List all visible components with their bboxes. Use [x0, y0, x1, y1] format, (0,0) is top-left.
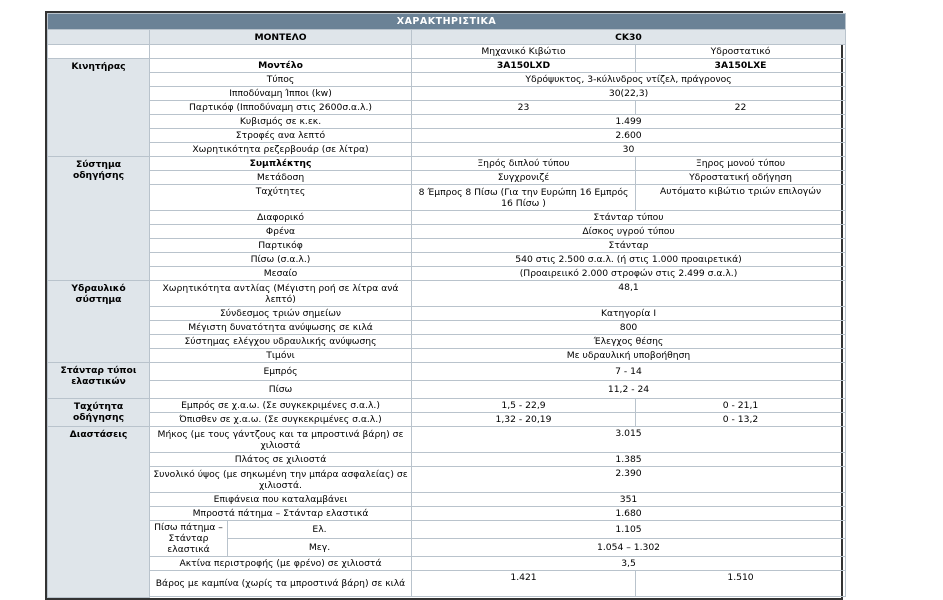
- table-row: [48, 307, 846, 321]
- cell-value: 48,1: [412, 281, 846, 307]
- cell-value: Συγχρονιζέ: [412, 171, 636, 185]
- table-row: [48, 239, 846, 253]
- cell-value: 3,5: [412, 557, 846, 571]
- cell-value: 1.421: [412, 571, 636, 597]
- cell-value: Αυτόματο κιβώτιο τριών επιλογών: [636, 185, 846, 211]
- cell-value: Υδρόψυκτος, 3-κύλινδρος ντίζελ, πράγρονος: [412, 73, 846, 87]
- table-row: [48, 267, 846, 281]
- table-row: [48, 171, 846, 185]
- row-label: Διαφορικό: [150, 211, 412, 225]
- model-header-row: [48, 30, 846, 45]
- cell-value: 1.499: [412, 115, 846, 129]
- cell-value: 0 - 13,2: [636, 413, 846, 427]
- cell-value: Κατηγορία Ι: [412, 307, 846, 321]
- row-label: Συμπλέκτης: [150, 157, 412, 171]
- row-label: Μεσαίο: [150, 267, 412, 281]
- cell-value: 3A150LXD: [412, 59, 636, 73]
- row-label: Μετάδοση: [150, 171, 412, 185]
- cell-value: 7 - 14: [412, 363, 846, 381]
- cell-value: 1,32 - 20,19: [412, 413, 636, 427]
- row-label: Βάρος με καμπίνα (χωρίς τα μπροστινά βάρη) σε κιλά: [150, 571, 412, 597]
- cell-value: Ξηρός διπλού τύπου: [412, 157, 636, 171]
- table-row: [48, 571, 846, 597]
- row-label: Πίσω: [150, 381, 412, 399]
- transmission-header-row: [48, 45, 846, 59]
- cell-value: 1.385: [412, 453, 846, 467]
- table-row: [48, 101, 846, 115]
- cell-value: Έλεγχος θέσης: [412, 335, 846, 349]
- row-label: Στροφές ανα λεπτό: [150, 129, 412, 143]
- row-label: Εμπρός σε χ.α.ω. (Σε συγκεκριμένες σ.α.λ.): [150, 399, 412, 413]
- cell-value: 11,2 - 24: [412, 381, 846, 399]
- cell-value: 2.600: [412, 129, 846, 143]
- category-dimensions: Διαστάσεις: [48, 427, 150, 598]
- trans-hydro-header: Υδροστατικό: [636, 45, 846, 59]
- spec-table-container: [45, 11, 843, 600]
- row-label: Πίσω (σ.α.λ.): [150, 253, 412, 267]
- row-label: Τύπος: [150, 73, 412, 87]
- cell-value: 23: [412, 101, 636, 115]
- table-row: [48, 507, 846, 521]
- table-row: [48, 335, 846, 349]
- cell-value: 1,5 - 22,9: [412, 399, 636, 413]
- table-row: [48, 253, 846, 267]
- cell-value: 22: [636, 101, 846, 115]
- table-row: [48, 467, 846, 493]
- model-name: CK30: [412, 30, 846, 45]
- spec-table: [47, 13, 846, 598]
- table-row-filler: [48, 597, 846, 598]
- table-title: ΧΑΡΑΚΤΗΡΙΣΤΙΚΑ: [48, 14, 846, 30]
- row-label: Ακτίνα περιστροφής (με φρένο) σε χιλιοστά: [150, 557, 412, 571]
- table-row: [48, 185, 846, 211]
- row-label: Παρτικόφ (Ιπποδύναμη στις 2600σ.α.λ.): [150, 101, 412, 115]
- table-row: [48, 453, 846, 467]
- cell-value: 3.015: [412, 427, 846, 453]
- model-column-header: ΜΟΝΤΕΛΟ: [150, 30, 412, 45]
- row-label: Μήκος (με τους γάντζους και τα μπροστινά βάρη) σε χιλιοστά: [150, 427, 412, 453]
- row-label: Εμπρός: [150, 363, 412, 381]
- row-label: Παρτικόφ: [150, 239, 412, 253]
- cell-value: Με υδραυλική υποβοήθηση: [412, 349, 846, 363]
- row-label: Κυβισμός σε κ.εκ.: [150, 115, 412, 129]
- row-label: Τιμόνι: [150, 349, 412, 363]
- table-row: [48, 281, 846, 307]
- row-label: Σύνδεσμος τριών σημείων: [150, 307, 412, 321]
- cell-value: 540 στις 2.500 σ.α.λ. (ή στις 1.000 προαιρετικά): [412, 253, 846, 267]
- row-label: Πλάτος σε χιλιοστά: [150, 453, 412, 467]
- table-row: [48, 59, 846, 73]
- cell-value: Ξηρος μονού τύπου: [636, 157, 846, 171]
- category-drive: Σύστημα οδηγήσης: [48, 157, 150, 281]
- cell-value: 1.680: [412, 507, 846, 521]
- table-row: [48, 225, 846, 239]
- cell-value: 351: [412, 493, 846, 507]
- cell-value: Στάνταρ: [412, 239, 846, 253]
- category-engine: Κινητήρας: [48, 59, 150, 157]
- table-row: [48, 381, 846, 399]
- table-row: [48, 427, 846, 453]
- row-label: Σύστημας ελέγχου υδραυλικής ανύψωσης: [150, 335, 412, 349]
- cell-value: 1.054 – 1.302: [412, 539, 846, 557]
- table-row: [48, 557, 846, 571]
- cell-value: Υδροστατική οδήγηση: [636, 171, 846, 185]
- table-row: [48, 521, 846, 539]
- row-label: Φρένα: [150, 225, 412, 239]
- table-row: [48, 87, 846, 101]
- table-row: [48, 115, 846, 129]
- cell-value: 1.510: [636, 571, 846, 597]
- cell-value: 2.390: [412, 467, 846, 493]
- cell-value: 1.105: [412, 521, 846, 539]
- table-row: [48, 349, 846, 363]
- table-row: [48, 129, 846, 143]
- table-row: [48, 321, 846, 335]
- cell-value: 30(22,3): [412, 87, 846, 101]
- category-speed: Ταχύτητα οδήγησης: [48, 399, 150, 427]
- cell-value: 800: [412, 321, 846, 335]
- table-row: [48, 413, 846, 427]
- row-label: Μέγιστη δυνατότητα ανύψωσης σε κιλά: [150, 321, 412, 335]
- row-label: Πίσω πάτημα – Στάνταρ ελαστικά: [150, 521, 228, 557]
- cell-value: (Προαιρειικό 2.000 στροφών στις 2.499 σ.α.λ.): [412, 267, 846, 281]
- cell-value: 30: [412, 143, 846, 157]
- table-row: [48, 73, 846, 87]
- row-label: Ταχύτητες: [150, 185, 412, 211]
- cell-value: Στάνταρ τύπου: [412, 211, 846, 225]
- title-row: [48, 14, 846, 30]
- sub-label: Ελ.: [228, 521, 412, 539]
- row-label: Μπροστά πάτημα – Στάνταρ ελαστικά: [150, 507, 412, 521]
- table-row: [48, 143, 846, 157]
- category-tires: Στάνταρ τύποι ελαστικών: [48, 363, 150, 399]
- table-row: [48, 399, 846, 413]
- sub-label: Μεγ.: [228, 539, 412, 557]
- row-label: Επιφάνεια που καταλαμβάνει: [150, 493, 412, 507]
- table-row: [48, 493, 846, 507]
- category-hydraulic: Υδραυλικό σύστημα: [48, 281, 150, 363]
- row-label: Ιπποδύναμη Ίπποι (kw): [150, 87, 412, 101]
- row-label: Μοντέλο: [150, 59, 412, 73]
- table-row: [48, 211, 846, 225]
- trans-manual-header: Μηχανικό Κιβώτιο: [412, 45, 636, 59]
- row-label: Χωρητικότητα ρεζερβουάρ (σε λίτρα): [150, 143, 412, 157]
- cell-value: 8 Έμπρος 8 Πίσω (Για την Ευρώπη 16 Εμπρός 16 Πίσω ): [412, 185, 636, 211]
- cell-value: 0 - 21,1: [636, 399, 846, 413]
- table-row: [48, 157, 846, 171]
- row-label: Όπισθεν σε χ.α.ω. (Σε συγκεκριμένες σ.α.λ.): [150, 413, 412, 427]
- table-row: [48, 363, 846, 381]
- cell-value: 3A150LXE: [636, 59, 846, 73]
- row-label: Χωρητικότητα αντλίας (Μέγιστη ροή σε λίτρα ανά λεπτό): [150, 281, 412, 307]
- row-label: Συνολικό ύψος (με σηκωμένη την μπάρα ασφαλείας) σε χιλιοστά.: [150, 467, 412, 493]
- cell-value: Δίσκος υγρού τύπου: [412, 225, 846, 239]
